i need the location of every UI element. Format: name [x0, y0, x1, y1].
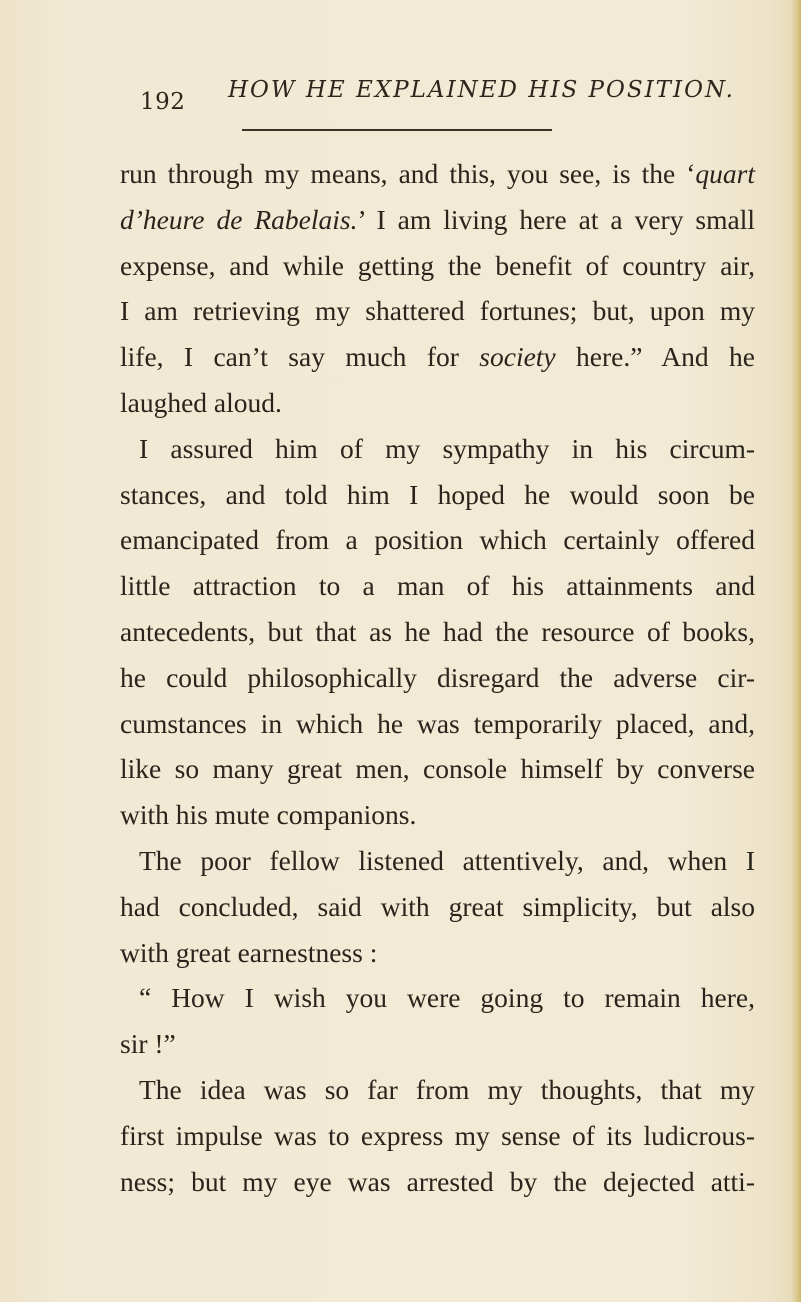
- text-line: [120, 1067, 755, 1113]
- body-text: [120, 151, 755, 1204]
- page-number: 192: [140, 89, 186, 115]
- text-run: “ How I wish you were going to remain here,: [139, 982, 755, 1014]
- text-run: stances, and told him I hoped he would soon be: [120, 478, 755, 510]
- text-run: expense, and while getting the benefit of country air,: [120, 249, 755, 281]
- italic-text-run: d’heure de Rabelais.: [120, 203, 358, 235]
- text-run: I assured him of my sympathy in his circum-: [139, 432, 755, 464]
- text-run: emancipated from a position which certainly offered: [120, 524, 755, 556]
- text-line: [120, 792, 755, 838]
- running-title: HOW HE EXPLAINED HIS POSITION.: [228, 77, 735, 103]
- text-line: [120, 746, 755, 792]
- text-line: [120, 609, 755, 655]
- text-line: [120, 884, 755, 930]
- text-run: with great earnestness :: [120, 936, 378, 968]
- text-line: [120, 426, 755, 472]
- text-run: had concluded, said with great simplicity, but also: [120, 890, 755, 922]
- text-run: life, I can’t say much for: [120, 341, 480, 373]
- text-run: he could philosophically disregard the adverse cir-: [120, 661, 755, 693]
- text-line: [120, 517, 755, 563]
- text-line: [120, 838, 755, 884]
- text-line: [120, 563, 755, 609]
- text-run: laughed aloud.: [120, 386, 282, 418]
- page-edge-shadow: [791, 0, 801, 1302]
- text-line: [120, 975, 755, 1021]
- text-line: [120, 1159, 755, 1205]
- text-run: here.” And he: [555, 341, 755, 373]
- text-run: run through my means, and this, you see, is the ‘: [120, 158, 696, 189]
- text-line: [120, 701, 755, 747]
- header-rule: [242, 129, 552, 131]
- page-header: [140, 77, 740, 117]
- text-line: [120, 151, 755, 197]
- text-line: [120, 472, 755, 518]
- text-line: [120, 1021, 755, 1067]
- text-line: [120, 655, 755, 701]
- text-run: I am retrieving my shattered fortunes; but, upon my: [120, 295, 755, 327]
- text-run: ’ I am living here at a very small: [357, 203, 755, 235]
- text-run: ness; but my eye was arrested by the dejected atti-: [120, 1165, 755, 1197]
- text-line: [120, 380, 755, 426]
- text-line: [120, 334, 755, 380]
- text-run: sir !”: [120, 1028, 176, 1060]
- text-line: [120, 243, 755, 289]
- text-line: [120, 197, 755, 243]
- text-run: cumstances in which he was temporarily placed, and,: [120, 707, 755, 739]
- text-run: first impulse was to express my sense of its ludicrous-: [120, 1119, 755, 1151]
- text-run: antecedents, but that as he had the resource of books,: [120, 615, 755, 647]
- text-line: [120, 288, 755, 334]
- text-run: with his mute companions.: [120, 799, 417, 831]
- text-line: [120, 930, 755, 976]
- italic-text-run: quart: [695, 158, 755, 189]
- text-run: like so many great men, console himself by converse: [120, 753, 755, 785]
- text-run: little attraction to a man of his attainments and: [120, 570, 755, 602]
- italic-text-run: society: [479, 341, 556, 373]
- text-run: The poor fellow listened attentively, and, when I: [139, 844, 755, 876]
- text-run: The idea was so far from my thoughts, that my: [139, 1073, 755, 1105]
- text-line: [120, 1113, 755, 1159]
